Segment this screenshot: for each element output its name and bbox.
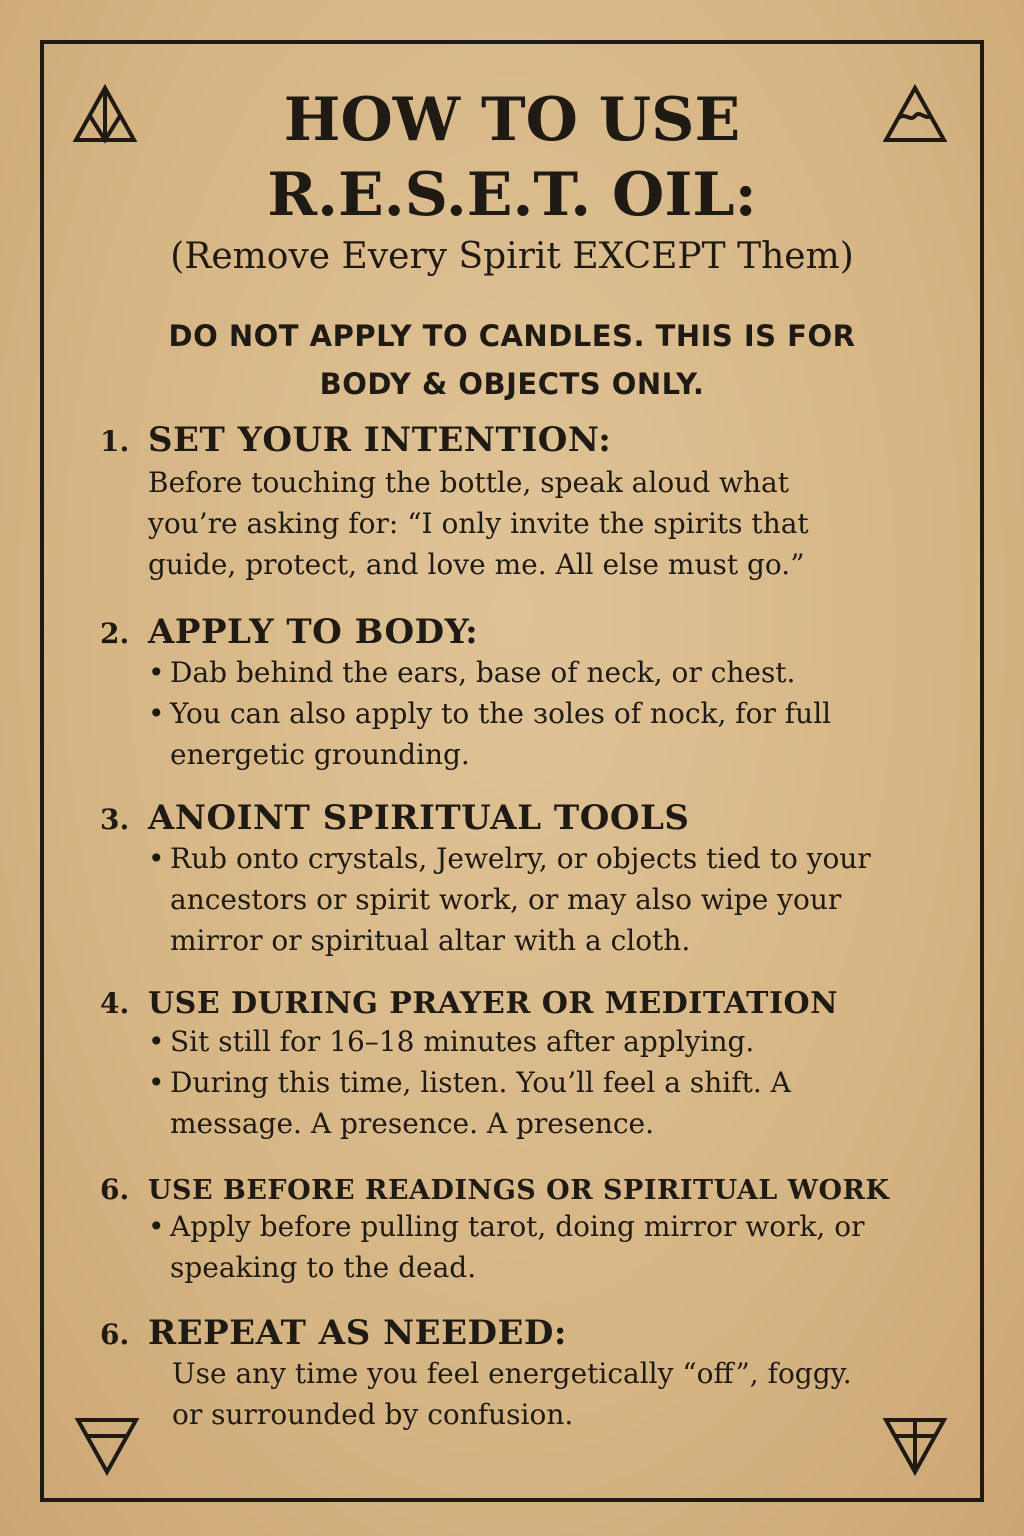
bullet-text: Sit still for 16–18 minutes after applying. xyxy=(170,1025,755,1058)
step-before-readings xyxy=(100,1173,940,1288)
step-number: 2. xyxy=(100,617,130,650)
warning-notice xyxy=(100,312,924,408)
step-prayer-meditation xyxy=(100,986,940,1144)
step-apply-to-body xyxy=(100,612,940,775)
step-number: 3. xyxy=(100,803,130,836)
bullet-item: • Rub onto crystals, Jewelry, or objects tied to your ancestors or spirit work, or may also wipe your mirror or spiritual altar with a cloth. xyxy=(148,838,908,961)
bullet-item: • Sit still for 16–18 minutes after applying. xyxy=(148,1021,808,1062)
step-text-line: you’re asking for: “I only invite the spirits that xyxy=(148,507,809,540)
step-set-intention xyxy=(100,420,940,585)
bullet-text: Apply before pulling tarot, doing mirror work, or speaking to the dead. xyxy=(170,1210,865,1284)
step-text-line: or surrounded by confusion. xyxy=(172,1398,574,1431)
page-title-line2: R.E.S.E.T. OIL: xyxy=(267,160,757,230)
step-text-line: guide, protect, and love me. All else must go.” xyxy=(148,548,805,581)
bullet-text: During this time, listen. You’ll feel a shift. A message. A presence. A presence. xyxy=(170,1066,791,1140)
step-heading: USE BEFORE READINGS OR SPIRITUAL WORK xyxy=(148,1175,890,1206)
step-heading: SET YOUR INTENTION: xyxy=(148,420,612,460)
step-repeat-as-needed xyxy=(100,1313,940,1435)
bullet-item: • You can also apply to the зoles of nock, for full energetic grounding. xyxy=(148,693,868,775)
bullet-text: Dab behind the ears, base of neck, or chest. xyxy=(170,656,796,689)
step-text-line: Use any time you feel energetically “off”, foggy. xyxy=(172,1357,852,1390)
step-heading: USE DURING PRAYER OR MEDITATION xyxy=(148,986,839,1021)
step-number: 6. xyxy=(100,1318,130,1351)
step-text-line: Before touching the bottle, speak aloud what xyxy=(148,466,789,499)
step-number: 6. xyxy=(100,1173,130,1206)
warning-line: DO NOT APPLY TO CANDLES. THIS IS FOR xyxy=(168,319,856,353)
step-number: 4. xyxy=(100,987,130,1020)
step-heading: REPEAT AS NEEDED: xyxy=(148,1313,567,1353)
bullet-text: Rub onto crystals, Jewelry, or objects tied to your ancestors or spirit work, or may also wipe your mirror or spiritual altar with a cloth. xyxy=(170,842,871,957)
page-subtitle: (Remove Every Spirit EXCEPT Them) xyxy=(170,236,854,277)
warning-line: BODY & OBJECTS ONLY. xyxy=(319,367,705,401)
step-anoint-tools xyxy=(100,798,940,961)
step-number: 1. xyxy=(100,425,130,458)
step-heading: APPLY TO BODY: xyxy=(148,612,479,652)
page-title-line1: HOW TO USE xyxy=(283,85,741,155)
bullet-item: • Apply before pulling tarot, doing mirror work, or speaking to the dead. xyxy=(148,1206,868,1288)
step-heading: ANOINT SPIRITUAL TOOLS xyxy=(148,798,690,838)
bullet-item: • During this time, listen. You’ll feel a shift. A message. A presence. A presence. xyxy=(148,1062,808,1144)
bullet-item: • Dab behind the ears, base of neck, or chest. xyxy=(148,652,868,693)
bullet-text: You can also apply to the зoles of nock, for full energetic grounding. xyxy=(170,697,832,771)
